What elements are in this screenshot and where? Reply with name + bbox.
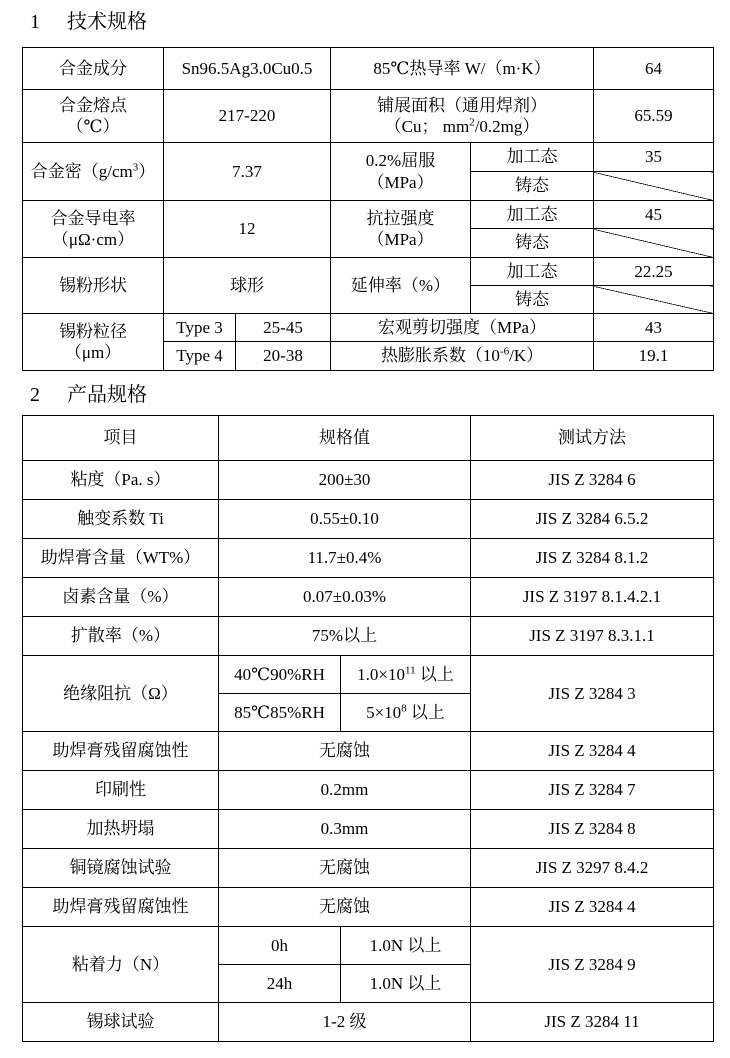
table-row [23, 888, 714, 927]
yield-cast-state-empty-cell [594, 172, 714, 201]
powder-type4-label: Type 4 [164, 342, 236, 371]
table-row [23, 461, 714, 500]
table-row [23, 617, 714, 656]
table-row [23, 1003, 714, 1042]
tack-condition-cell: 0h [219, 927, 341, 965]
table-row [23, 927, 714, 965]
table-row [23, 48, 714, 90]
yield-processed-state-label: 加工态 [471, 143, 594, 172]
tensile-processed-state-value: 45 [594, 201, 714, 229]
header-method: 测试方法 [471, 416, 714, 461]
item-cell: 铜镜腐蚀试验 [23, 849, 219, 888]
tack-condition-cell: 24h [219, 965, 341, 1003]
alloy-composition-value: Sn96.5Ag3.0Cu0.5 [164, 48, 331, 90]
table-row [23, 849, 714, 888]
tensile-processed-state-label: 加工态 [471, 201, 594, 229]
section1-number: 1 [30, 11, 40, 33]
alloy-composition-label: 合金成分 [23, 48, 164, 90]
section2-number: 2 [30, 384, 40, 406]
value-cell: 无腐蚀 [219, 849, 471, 888]
tensile-cast-state-empty-cell [594, 229, 714, 258]
value-cell: 0.55±0.10 [219, 500, 471, 539]
method-cell: JIS Z 3284 4 [471, 888, 714, 927]
superscript: 11 [405, 664, 416, 677]
spread-area-label [331, 90, 594, 143]
item-cell: 扩散率（%） [23, 617, 219, 656]
superscript: 3 [132, 161, 139, 174]
method-cell: JIS Z 3284 7 [471, 771, 714, 810]
elongation-cast-state-empty-cell [594, 286, 714, 314]
method-cell: JIS Z 3284 8 [471, 810, 714, 849]
header-value: 规格值 [219, 416, 471, 461]
powder-shape-label: 锡粉形状 [23, 258, 164, 314]
value-cell: 1-2 级 [219, 1003, 471, 1042]
powder-size-label: 锡粉粒径 （μm） [23, 314, 164, 371]
thermal-conductivity-value: 64 [594, 48, 714, 90]
table-row [23, 500, 714, 539]
item-cell: 助焊膏含量（WT%） [23, 539, 219, 578]
tensile-strength-label: 抗拉强度 （MPa） [331, 201, 471, 258]
item-cell: 粘度（Pa. s） [23, 461, 219, 500]
tack-item-cell: 粘着力（N） [23, 927, 219, 1003]
yield-processed-state-value: 35 [594, 143, 714, 172]
method-cell: JIS Z 3197 8.3.1.1 [471, 617, 714, 656]
table-row [23, 539, 714, 578]
item-cell: 触变系数 Ti [23, 500, 219, 539]
method-cell: JIS Z 3284 8.1.2 [471, 539, 714, 578]
yield-strength-label: 0.2%屈服 （MPa） [331, 143, 471, 201]
table-row [23, 732, 714, 771]
tack-value-cell: 1.0N 以上 [341, 965, 471, 1003]
table-header-row [23, 416, 714, 461]
item-cell: 加热坍塌 [23, 810, 219, 849]
value-cell: 75%以上 [219, 617, 471, 656]
table-row [23, 201, 714, 229]
resistivity-label: 合金导电率 （μΩ·cm） [23, 201, 164, 258]
section2-heading [30, 383, 713, 407]
powder-shape-value: 球形 [164, 258, 331, 314]
method-cell: JIS Z 3284 11 [471, 1003, 714, 1042]
powder-type4-value: 20-38 [236, 342, 331, 371]
resistivity-value: 12 [164, 201, 331, 258]
tack-value-cell: 1.0N 以上 [341, 927, 471, 965]
table-row [23, 258, 714, 286]
value-cell: 200±30 [219, 461, 471, 500]
table-row [23, 314, 714, 342]
tensile-cast-state-label: 铸态 [471, 229, 594, 258]
header-item: 项目 [23, 416, 219, 461]
cte-label: 热膨胀系数$(10^{-6}/K)$ [331, 342, 594, 371]
density-value: 7.37 [164, 143, 331, 201]
elongation-processed-state-label: 加工态 [471, 258, 594, 286]
insulation-condition-cell: 85℃85%RH [219, 694, 341, 732]
section1-heading [30, 10, 713, 34]
method-cell: JIS Z 3284 6.5.2 [471, 500, 714, 539]
elongation-cast-state-label: 铸态 [471, 286, 594, 314]
item-cell: 助焊膏残留腐蚀性 [23, 888, 219, 927]
value-cell: 11.7±0.4% [219, 539, 471, 578]
section1-title: 技术规格 [67, 11, 147, 33]
value-cell: 0.2mm [219, 771, 471, 810]
cte-value: 19.1 [594, 342, 714, 371]
insulation-condition-cell: 40℃90%RH [219, 656, 341, 694]
tech-spec-table [22, 47, 714, 371]
section2-title: 产品规格 [67, 384, 147, 406]
elongation-label: 延伸率（%） [331, 258, 471, 314]
melting-point-label-line1: 合金熔点 [59, 95, 127, 115]
superscript: 8 [401, 702, 407, 715]
value-cell: 0.3mm [219, 810, 471, 849]
item-cell: 锡球试验 [23, 1003, 219, 1042]
spread-area-label-line2: （Cu； $mm^2/0.2mg$） [384, 116, 540, 136]
method-cell: JIS Z 3284 3 [471, 656, 714, 732]
value-cell: 无腐蚀 [219, 888, 471, 927]
elongation-processed-state-value: 22.25 [594, 258, 714, 286]
density-label: 合金密$(g/cm^3)$ [23, 143, 164, 201]
value-cell: 0.07±0.03% [219, 578, 471, 617]
table-row [23, 656, 714, 694]
method-cell: JIS Z 3197 8.1.4.2.1 [471, 578, 714, 617]
powder-type3-value: 25-45 [236, 314, 331, 342]
shear-strength-value: 43 [594, 314, 714, 342]
insulation-value-cell: $1.0\times 10^{11}$ 以上 [341, 656, 471, 694]
insulation-item-cell: 绝缘阻抗（Ω） [23, 656, 219, 732]
melting-point-label [23, 90, 164, 143]
value-cell: 无腐蚀 [219, 732, 471, 771]
item-cell: 助焊膏残留腐蚀性 [23, 732, 219, 771]
melting-point-label-line2: （℃） [66, 117, 120, 136]
product-spec-table [22, 415, 714, 1042]
method-cell: JIS Z 3284 6 [471, 461, 714, 500]
table-row [23, 771, 714, 810]
item-cell: 印刷性 [23, 771, 219, 810]
table-row [23, 90, 714, 143]
yield-cast-state-label: 铸态 [471, 172, 594, 201]
method-cell: JIS Z 3284 4 [471, 732, 714, 771]
spread-area-value: 65.59 [594, 90, 714, 143]
shear-strength-label: 宏观剪切强度（MPa） [331, 314, 594, 342]
table-row [23, 578, 714, 617]
melting-point-value: 217-220 [164, 90, 331, 143]
spread-area-label-line1: 铺展面积（通用焊剂） [377, 95, 548, 115]
method-cell: JIS Z 3284 9 [471, 927, 714, 1003]
superscript: -6 [499, 345, 510, 358]
powder-type3-label: Type 3 [164, 314, 236, 342]
superscript: 2 [469, 116, 475, 129]
thermal-conductivity-label: 85℃热导率 W/（m·K） [331, 48, 594, 90]
table-row [23, 810, 714, 849]
insulation-value-cell: $5\times 10^8$ 以上 [341, 694, 471, 732]
method-cell: JIS Z 3297 8.4.2 [471, 849, 714, 888]
item-cell: 卤素含量（%） [23, 578, 219, 617]
table-row [23, 143, 714, 172]
